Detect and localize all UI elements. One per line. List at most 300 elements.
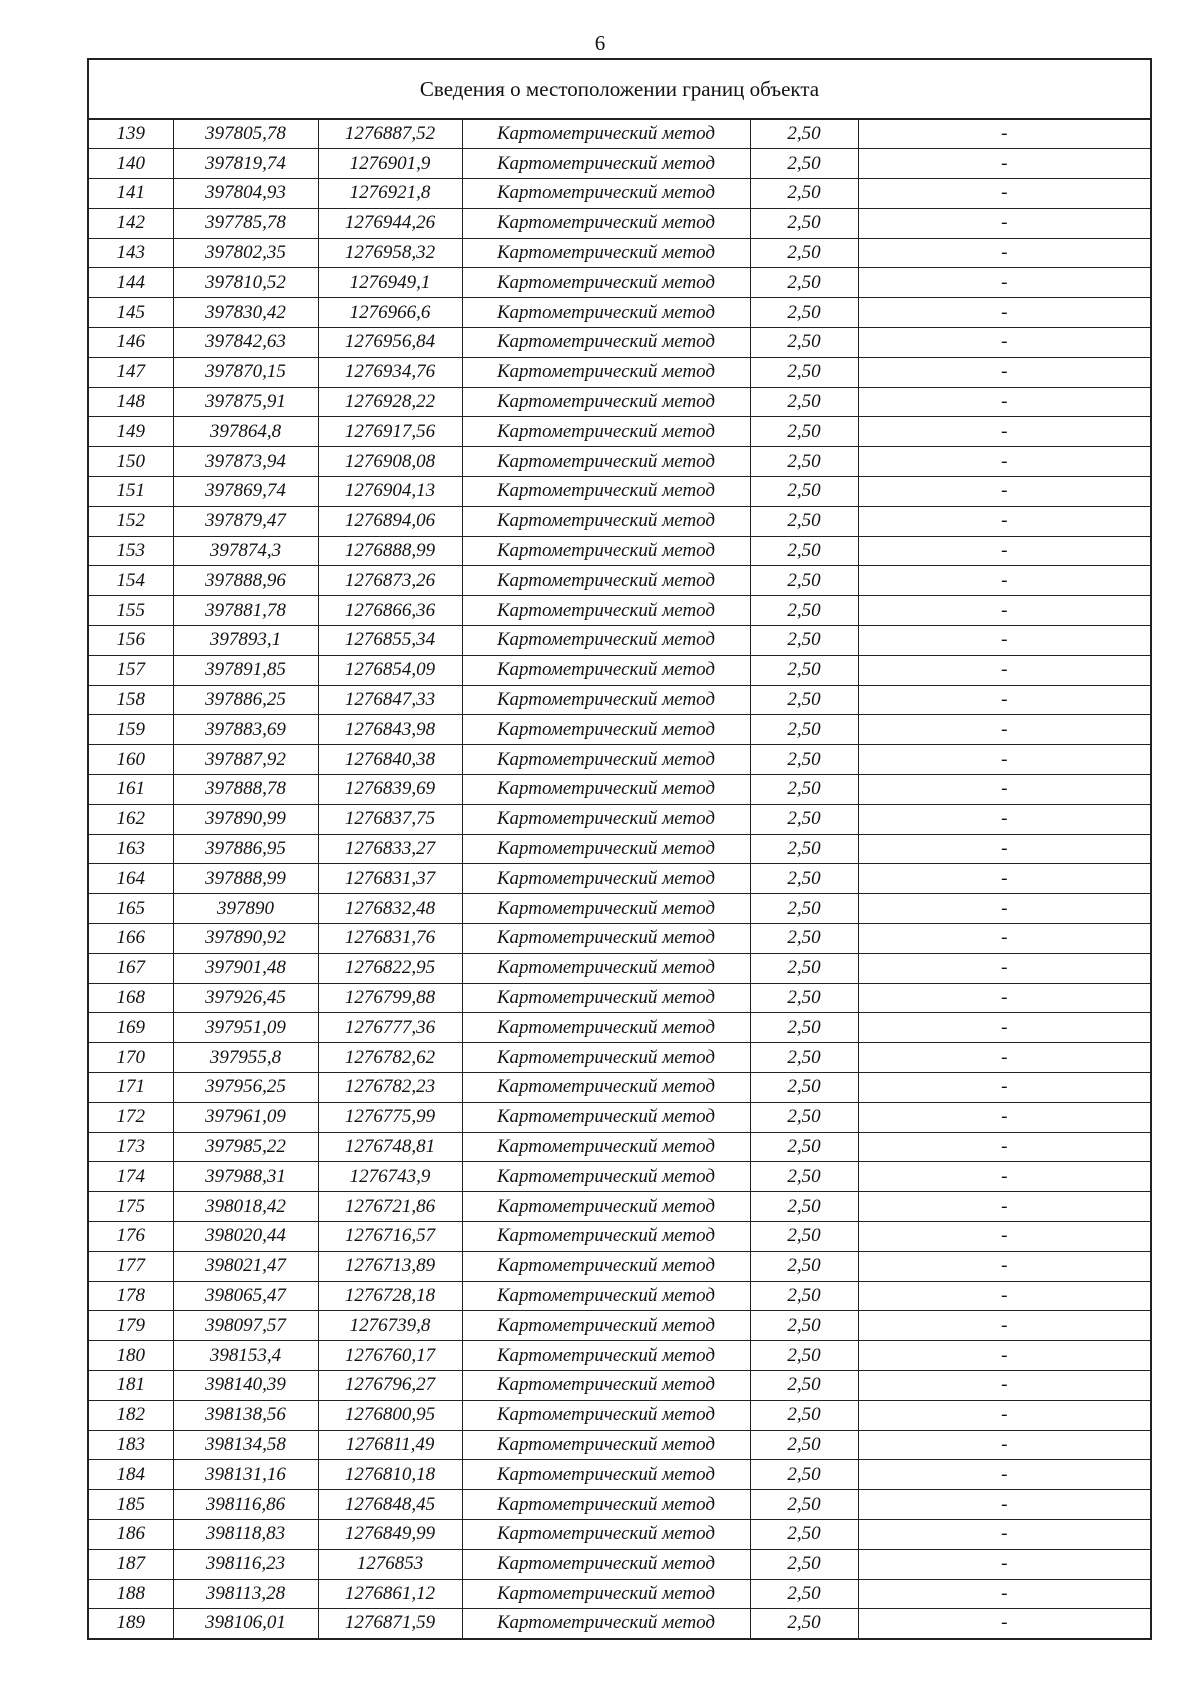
y-coordinate-cell: 1276796,27 xyxy=(318,1370,462,1400)
accuracy-cell: 2,50 xyxy=(750,1400,858,1430)
x-coordinate-cell: 397879,47 xyxy=(173,506,318,536)
y-coordinate-cell: 1276843,98 xyxy=(318,715,462,745)
table-row xyxy=(88,1341,1151,1371)
point-number-cell: 171 xyxy=(88,1073,173,1103)
point-number-cell: 165 xyxy=(88,894,173,924)
x-coordinate-cell: 397819,74 xyxy=(173,149,318,179)
x-coordinate-cell: 397956,25 xyxy=(173,1073,318,1103)
table-row xyxy=(88,1132,1151,1162)
description-cell: - xyxy=(858,149,1151,179)
y-coordinate-cell: 1276847,33 xyxy=(318,685,462,715)
method-cell: Картометрический метод xyxy=(462,566,750,596)
table-row xyxy=(88,506,1151,536)
description-cell: - xyxy=(858,1073,1151,1103)
description-cell: - xyxy=(858,655,1151,685)
point-number-cell: 153 xyxy=(88,536,173,566)
point-number-cell: 177 xyxy=(88,1251,173,1281)
x-coordinate-cell: 398097,57 xyxy=(173,1311,318,1341)
table-row xyxy=(88,834,1151,864)
table-row xyxy=(88,1013,1151,1043)
x-coordinate-cell: 398116,86 xyxy=(173,1490,318,1520)
y-coordinate-cell: 1276782,23 xyxy=(318,1073,462,1103)
description-cell: - xyxy=(858,1430,1151,1460)
method-cell: Картометрический метод xyxy=(462,894,750,924)
table-row xyxy=(88,1430,1151,1460)
table-row xyxy=(88,715,1151,745)
method-cell: Картометрический метод xyxy=(462,804,750,834)
table-row xyxy=(88,1549,1151,1579)
method-cell: Картометрический метод xyxy=(462,1073,750,1103)
accuracy-cell: 2,50 xyxy=(750,1519,858,1549)
table-row xyxy=(88,1460,1151,1490)
description-cell: - xyxy=(858,447,1151,477)
y-coordinate-cell: 1276854,09 xyxy=(318,655,462,685)
method-cell: Картометрический метод xyxy=(462,864,750,894)
table-row xyxy=(88,804,1151,834)
point-number-cell: 172 xyxy=(88,1102,173,1132)
method-cell: Картометрический метод xyxy=(462,1221,750,1251)
description-cell: - xyxy=(858,1281,1151,1311)
point-number-cell: 166 xyxy=(88,924,173,954)
accuracy-cell: 2,50 xyxy=(750,834,858,864)
point-number-cell: 168 xyxy=(88,983,173,1013)
x-coordinate-cell: 398116,23 xyxy=(173,1549,318,1579)
accuracy-cell: 2,50 xyxy=(750,1221,858,1251)
description-cell: - xyxy=(858,298,1151,328)
y-coordinate-cell: 1276887,52 xyxy=(318,119,462,149)
accuracy-cell: 2,50 xyxy=(750,924,858,954)
method-cell: Картометрический метод xyxy=(462,208,750,238)
x-coordinate-cell: 397869,74 xyxy=(173,477,318,507)
description-cell: - xyxy=(858,1102,1151,1132)
x-coordinate-cell: 398140,39 xyxy=(173,1370,318,1400)
description-cell: - xyxy=(858,119,1151,149)
x-coordinate-cell: 397886,95 xyxy=(173,834,318,864)
point-number-cell: 174 xyxy=(88,1162,173,1192)
accuracy-cell: 2,50 xyxy=(750,357,858,387)
table-row xyxy=(88,357,1151,387)
x-coordinate-cell: 397887,92 xyxy=(173,745,318,775)
accuracy-cell: 2,50 xyxy=(750,1549,858,1579)
x-coordinate-cell: 397888,78 xyxy=(173,775,318,805)
x-coordinate-cell: 397891,85 xyxy=(173,655,318,685)
table-row xyxy=(88,1192,1151,1222)
x-coordinate-cell: 398131,16 xyxy=(173,1460,318,1490)
description-cell: - xyxy=(858,1341,1151,1371)
x-coordinate-cell: 397881,78 xyxy=(173,596,318,626)
table-row xyxy=(88,1251,1151,1281)
method-cell: Картометрический метод xyxy=(462,596,750,626)
point-number-cell: 145 xyxy=(88,298,173,328)
description-cell: - xyxy=(858,1400,1151,1430)
x-coordinate-cell: 397874,3 xyxy=(173,536,318,566)
method-cell: Картометрический метод xyxy=(462,1251,750,1281)
table-row xyxy=(88,1102,1151,1132)
accuracy-cell: 2,50 xyxy=(750,1162,858,1192)
y-coordinate-cell: 1276728,18 xyxy=(318,1281,462,1311)
y-coordinate-cell: 1276839,69 xyxy=(318,775,462,805)
description-cell: - xyxy=(858,1311,1151,1341)
description-cell: - xyxy=(858,1519,1151,1549)
y-coordinate-cell: 1276743,9 xyxy=(318,1162,462,1192)
y-coordinate-cell: 1276888,99 xyxy=(318,536,462,566)
accuracy-cell: 2,50 xyxy=(750,1073,858,1103)
point-number-cell: 152 xyxy=(88,506,173,536)
point-number-cell: 160 xyxy=(88,745,173,775)
x-coordinate-cell: 397785,78 xyxy=(173,208,318,238)
y-coordinate-cell: 1276848,45 xyxy=(318,1490,462,1520)
x-coordinate-cell: 397951,09 xyxy=(173,1013,318,1043)
y-coordinate-cell: 1276782,62 xyxy=(318,1043,462,1073)
y-coordinate-cell: 1276811,49 xyxy=(318,1430,462,1460)
point-number-cell: 179 xyxy=(88,1311,173,1341)
table-row xyxy=(88,417,1151,447)
point-number-cell: 181 xyxy=(88,1370,173,1400)
x-coordinate-cell: 397890,99 xyxy=(173,804,318,834)
point-number-cell: 144 xyxy=(88,268,173,298)
table-row xyxy=(88,1400,1151,1430)
description-cell: - xyxy=(858,1043,1151,1073)
accuracy-cell: 2,50 xyxy=(750,1430,858,1460)
table-row xyxy=(88,1311,1151,1341)
table-row xyxy=(88,238,1151,268)
y-coordinate-cell: 1276904,13 xyxy=(318,477,462,507)
point-number-cell: 155 xyxy=(88,596,173,626)
table-row xyxy=(88,1221,1151,1251)
point-number-cell: 187 xyxy=(88,1549,173,1579)
accuracy-cell: 2,50 xyxy=(750,298,858,328)
x-coordinate-cell: 397888,96 xyxy=(173,566,318,596)
point-number-cell: 184 xyxy=(88,1460,173,1490)
table-row xyxy=(88,1043,1151,1073)
description-cell: - xyxy=(858,924,1151,954)
accuracy-cell: 2,50 xyxy=(750,1192,858,1222)
x-coordinate-cell: 397893,1 xyxy=(173,626,318,656)
description-cell: - xyxy=(858,1549,1151,1579)
method-cell: Картометрический метод xyxy=(462,1609,750,1639)
accuracy-cell: 2,50 xyxy=(750,894,858,924)
accuracy-cell: 2,50 xyxy=(750,417,858,447)
description-cell: - xyxy=(858,1490,1151,1520)
accuracy-cell: 2,50 xyxy=(750,1341,858,1371)
accuracy-cell: 2,50 xyxy=(750,715,858,745)
accuracy-cell: 2,50 xyxy=(750,685,858,715)
accuracy-cell: 2,50 xyxy=(750,804,858,834)
accuracy-cell: 2,50 xyxy=(750,864,858,894)
boundary-sheet xyxy=(87,58,1150,1640)
y-coordinate-cell: 1276928,22 xyxy=(318,387,462,417)
method-cell: Картометрический метод xyxy=(462,477,750,507)
x-coordinate-cell: 397870,15 xyxy=(173,357,318,387)
table-row xyxy=(88,1519,1151,1549)
accuracy-cell: 2,50 xyxy=(750,1102,858,1132)
point-number-cell: 140 xyxy=(88,149,173,179)
y-coordinate-cell: 1276901,9 xyxy=(318,149,462,179)
y-coordinate-cell: 1276871,59 xyxy=(318,1609,462,1639)
method-cell: Картометрический метод xyxy=(462,1281,750,1311)
method-cell: Картометрический метод xyxy=(462,506,750,536)
description-cell: - xyxy=(858,417,1151,447)
y-coordinate-cell: 1276713,89 xyxy=(318,1251,462,1281)
method-cell: Картометрический метод xyxy=(462,268,750,298)
x-coordinate-cell: 397830,42 xyxy=(173,298,318,328)
point-number-cell: 143 xyxy=(88,238,173,268)
method-cell: Картометрический метод xyxy=(462,298,750,328)
x-coordinate-cell: 397901,48 xyxy=(173,953,318,983)
table-row xyxy=(88,685,1151,715)
description-cell: - xyxy=(858,1162,1151,1192)
y-coordinate-cell: 1276966,6 xyxy=(318,298,462,328)
point-number-cell: 139 xyxy=(88,119,173,149)
y-coordinate-cell: 1276908,08 xyxy=(318,447,462,477)
table-row xyxy=(88,596,1151,626)
method-cell: Картометрический метод xyxy=(462,328,750,358)
method-cell: Картометрический метод xyxy=(462,1102,750,1132)
y-coordinate-cell: 1276840,38 xyxy=(318,745,462,775)
y-coordinate-cell: 1276800,95 xyxy=(318,1400,462,1430)
x-coordinate-cell: 397883,69 xyxy=(173,715,318,745)
table-row xyxy=(88,387,1151,417)
accuracy-cell: 2,50 xyxy=(750,387,858,417)
description-cell: - xyxy=(858,894,1151,924)
table-row xyxy=(88,149,1151,179)
description-cell: - xyxy=(858,1609,1151,1639)
table-row xyxy=(88,566,1151,596)
accuracy-cell: 2,50 xyxy=(750,1281,858,1311)
point-number-cell: 170 xyxy=(88,1043,173,1073)
accuracy-cell: 2,50 xyxy=(750,268,858,298)
method-cell: Картометрический метод xyxy=(462,1490,750,1520)
table-title: Сведения о местоположении границ объекта xyxy=(88,59,1151,119)
method-cell: Картометрический метод xyxy=(462,924,750,954)
table-row xyxy=(88,1073,1151,1103)
y-coordinate-cell: 1276934,76 xyxy=(318,357,462,387)
x-coordinate-cell: 397890 xyxy=(173,894,318,924)
point-number-cell: 173 xyxy=(88,1132,173,1162)
x-coordinate-cell: 398018,42 xyxy=(173,1192,318,1222)
x-coordinate-cell: 397955,8 xyxy=(173,1043,318,1073)
description-cell: - xyxy=(858,1221,1151,1251)
point-number-cell: 150 xyxy=(88,447,173,477)
description-cell: - xyxy=(858,715,1151,745)
method-cell: Картометрический метод xyxy=(462,447,750,477)
y-coordinate-cell: 1276958,32 xyxy=(318,238,462,268)
description-cell: - xyxy=(858,804,1151,834)
table-row xyxy=(88,1609,1151,1639)
x-coordinate-cell: 398106,01 xyxy=(173,1609,318,1639)
description-cell: - xyxy=(858,834,1151,864)
table-row xyxy=(88,1490,1151,1520)
accuracy-cell: 2,50 xyxy=(750,1460,858,1490)
table-row xyxy=(88,179,1151,209)
accuracy-cell: 2,50 xyxy=(750,238,858,268)
table-row xyxy=(88,1370,1151,1400)
method-cell: Картометрический метод xyxy=(462,983,750,1013)
x-coordinate-cell: 397805,78 xyxy=(173,119,318,149)
table-row xyxy=(88,924,1151,954)
description-cell: - xyxy=(858,626,1151,656)
x-coordinate-cell: 398138,56 xyxy=(173,1400,318,1430)
x-coordinate-cell: 397873,94 xyxy=(173,447,318,477)
point-number-cell: 178 xyxy=(88,1281,173,1311)
accuracy-cell: 2,50 xyxy=(750,119,858,149)
description-cell: - xyxy=(858,685,1151,715)
method-cell: Картометрический метод xyxy=(462,417,750,447)
point-number-cell: 142 xyxy=(88,208,173,238)
accuracy-cell: 2,50 xyxy=(750,506,858,536)
point-number-cell: 176 xyxy=(88,1221,173,1251)
accuracy-cell: 2,50 xyxy=(750,1311,858,1341)
point-number-cell: 169 xyxy=(88,1013,173,1043)
accuracy-cell: 2,50 xyxy=(750,328,858,358)
accuracy-cell: 2,50 xyxy=(750,1579,858,1609)
description-cell: - xyxy=(858,596,1151,626)
x-coordinate-cell: 397888,99 xyxy=(173,864,318,894)
accuracy-cell: 2,50 xyxy=(750,655,858,685)
description-cell: - xyxy=(858,775,1151,805)
point-number-cell: 148 xyxy=(88,387,173,417)
method-cell: Картометрический метод xyxy=(462,357,750,387)
x-coordinate-cell: 397886,25 xyxy=(173,685,318,715)
accuracy-cell: 2,50 xyxy=(750,1043,858,1073)
point-number-cell: 186 xyxy=(88,1519,173,1549)
method-cell: Картометрический метод xyxy=(462,536,750,566)
x-coordinate-cell: 397890,92 xyxy=(173,924,318,954)
x-coordinate-cell: 397988,31 xyxy=(173,1162,318,1192)
table-row xyxy=(88,447,1151,477)
description-cell: - xyxy=(858,983,1151,1013)
y-coordinate-cell: 1276775,99 xyxy=(318,1102,462,1132)
accuracy-cell: 2,50 xyxy=(750,149,858,179)
x-coordinate-cell: 397810,52 xyxy=(173,268,318,298)
description-cell: - xyxy=(858,566,1151,596)
y-coordinate-cell: 1276721,86 xyxy=(318,1192,462,1222)
x-coordinate-cell: 397961,09 xyxy=(173,1102,318,1132)
method-cell: Картометрический метод xyxy=(462,387,750,417)
y-coordinate-cell: 1276739,8 xyxy=(318,1311,462,1341)
description-cell: - xyxy=(858,357,1151,387)
table-title-row xyxy=(88,59,1151,119)
table-row xyxy=(88,953,1151,983)
method-cell: Картометрический метод xyxy=(462,1579,750,1609)
description-cell: - xyxy=(858,238,1151,268)
method-cell: Картометрический метод xyxy=(462,626,750,656)
table-row xyxy=(88,894,1151,924)
point-number-cell: 159 xyxy=(88,715,173,745)
x-coordinate-cell: 398065,47 xyxy=(173,1281,318,1311)
table-row xyxy=(88,775,1151,805)
method-cell: Картометрический метод xyxy=(462,1341,750,1371)
accuracy-cell: 2,50 xyxy=(750,1251,858,1281)
y-coordinate-cell: 1276832,48 xyxy=(318,894,462,924)
description-cell: - xyxy=(858,1251,1151,1281)
method-cell: Картометрический метод xyxy=(462,1162,750,1192)
accuracy-cell: 2,50 xyxy=(750,1132,858,1162)
y-coordinate-cell: 1276748,81 xyxy=(318,1132,462,1162)
method-cell: Картометрический метод xyxy=(462,149,750,179)
method-cell: Картометрический метод xyxy=(462,655,750,685)
description-cell: - xyxy=(858,864,1151,894)
table-row xyxy=(88,626,1151,656)
table-row xyxy=(88,536,1151,566)
method-cell: Картометрический метод xyxy=(462,1043,750,1073)
method-cell: Картометрический метод xyxy=(462,1549,750,1579)
y-coordinate-cell: 1276861,12 xyxy=(318,1579,462,1609)
x-coordinate-cell: 397864,8 xyxy=(173,417,318,447)
y-coordinate-cell: 1276831,76 xyxy=(318,924,462,954)
method-cell: Картометрический метод xyxy=(462,834,750,864)
description-cell: - xyxy=(858,1192,1151,1222)
table-row xyxy=(88,983,1151,1013)
point-number-cell: 156 xyxy=(88,626,173,656)
method-cell: Картометрический метод xyxy=(462,715,750,745)
table-body xyxy=(88,59,1151,1639)
accuracy-cell: 2,50 xyxy=(750,626,858,656)
point-number-cell: 167 xyxy=(88,953,173,983)
description-cell: - xyxy=(858,1013,1151,1043)
y-coordinate-cell: 1276716,57 xyxy=(318,1221,462,1251)
point-number-cell: 146 xyxy=(88,328,173,358)
description-cell: - xyxy=(858,953,1151,983)
description-cell: - xyxy=(858,387,1151,417)
y-coordinate-cell: 1276894,06 xyxy=(318,506,462,536)
description-cell: - xyxy=(858,208,1151,238)
method-cell: Картометрический метод xyxy=(462,775,750,805)
method-cell: Картометрический метод xyxy=(462,1192,750,1222)
point-number-cell: 183 xyxy=(88,1430,173,1460)
accuracy-cell: 2,50 xyxy=(750,1370,858,1400)
table-row xyxy=(88,1281,1151,1311)
point-number-cell: 180 xyxy=(88,1341,173,1371)
table-row xyxy=(88,864,1151,894)
description-cell: - xyxy=(858,1579,1151,1609)
accuracy-cell: 2,50 xyxy=(750,179,858,209)
y-coordinate-cell: 1276855,34 xyxy=(318,626,462,656)
y-coordinate-cell: 1276833,27 xyxy=(318,834,462,864)
accuracy-cell: 2,50 xyxy=(750,208,858,238)
table-row xyxy=(88,268,1151,298)
method-cell: Картометрический метод xyxy=(462,1519,750,1549)
description-cell: - xyxy=(858,179,1151,209)
accuracy-cell: 2,50 xyxy=(750,596,858,626)
accuracy-cell: 2,50 xyxy=(750,983,858,1013)
method-cell: Картометрический метод xyxy=(462,119,750,149)
x-coordinate-cell: 398020,44 xyxy=(173,1221,318,1251)
y-coordinate-cell: 1276873,26 xyxy=(318,566,462,596)
accuracy-cell: 2,50 xyxy=(750,447,858,477)
table-row xyxy=(88,328,1151,358)
table-row xyxy=(88,1162,1151,1192)
table-row xyxy=(88,745,1151,775)
description-cell: - xyxy=(858,745,1151,775)
y-coordinate-cell: 1276866,36 xyxy=(318,596,462,626)
table-row xyxy=(88,1579,1151,1609)
method-cell: Картометрический метод xyxy=(462,745,750,775)
table-row xyxy=(88,298,1151,328)
description-cell: - xyxy=(858,477,1151,507)
x-coordinate-cell: 398113,28 xyxy=(173,1579,318,1609)
x-coordinate-cell: 398153,4 xyxy=(173,1341,318,1371)
point-number-cell: 164 xyxy=(88,864,173,894)
description-cell: - xyxy=(858,1370,1151,1400)
point-number-cell: 188 xyxy=(88,1579,173,1609)
point-number-cell: 189 xyxy=(88,1609,173,1639)
point-number-cell: 161 xyxy=(88,775,173,805)
method-cell: Картометрический метод xyxy=(462,238,750,268)
x-coordinate-cell: 397804,93 xyxy=(173,179,318,209)
accuracy-cell: 2,50 xyxy=(750,1490,858,1520)
method-cell: Картометрический метод xyxy=(462,953,750,983)
